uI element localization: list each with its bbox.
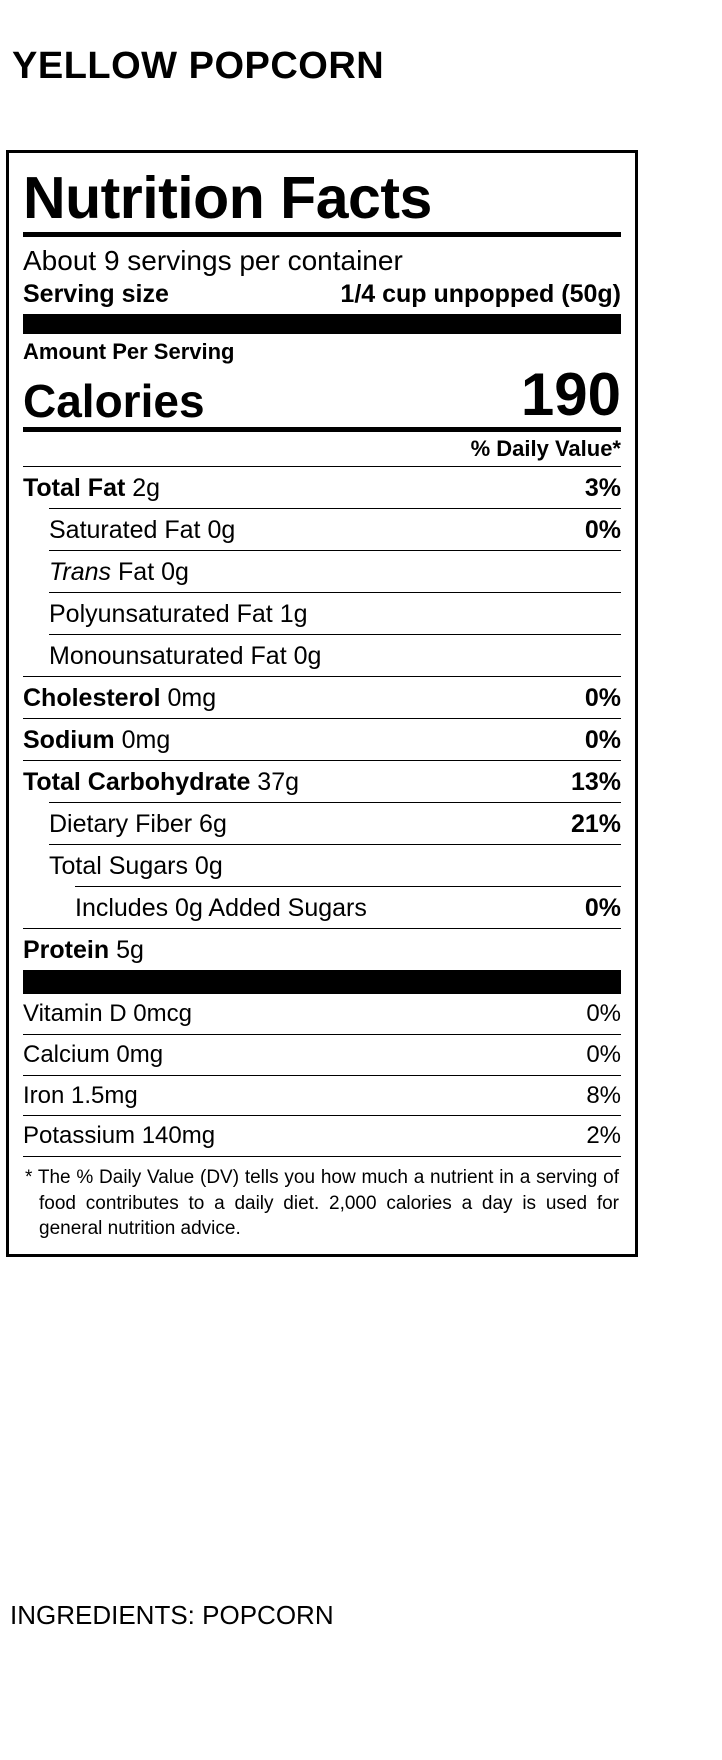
daily-value-footnote bbox=[23, 1156, 621, 1244]
nutrient-row-monounsaturated-fat bbox=[49, 634, 621, 676]
nutrient-name: Monounsaturated Fat 0g bbox=[49, 642, 322, 670]
daily-value-header: % Daily Value* bbox=[470, 436, 621, 461]
vitamin-name: Vitamin D 0mcg bbox=[23, 1000, 192, 1027]
nutrition-facts-panel bbox=[6, 150, 638, 1257]
nutrient-row-polyunsaturated-fat bbox=[49, 592, 621, 634]
divider-thick-vitamins bbox=[23, 970, 621, 994]
vitamin-dv: 0% bbox=[586, 1040, 621, 1068]
nutrient-row-total-fat bbox=[23, 466, 621, 508]
daily-value-footnote-text: * The % Daily Value (DV) tells you how much a nutrient in a serving of food contributes to a daily diet. 2,000 calories a day is used for general nutrition advice. bbox=[25, 1167, 619, 1240]
page-title: YELLOW POPCORN bbox=[12, 45, 385, 87]
nutrient-name: Polyunsaturated Fat 1g bbox=[49, 600, 308, 628]
nutrient-name: Saturated Fat 0g bbox=[49, 516, 236, 544]
serving-size-label: Serving size bbox=[23, 280, 169, 308]
nutrition-facts-heading: Nutrition Facts bbox=[23, 165, 432, 231]
servings-per-container: About 9 servings per container bbox=[23, 245, 403, 276]
nutrient-name: Dietary Fiber 6g bbox=[49, 810, 227, 838]
nutrient-row-saturated-fat bbox=[49, 508, 621, 550]
nutrient-row-cholesterol bbox=[23, 676, 621, 718]
ingredients-statement: INGREDIENTS: POPCORN bbox=[10, 1600, 334, 1630]
nutrient-dv: 13% bbox=[570, 768, 621, 796]
nutrient-dv: 21% bbox=[570, 810, 621, 838]
nutrient-row-protein bbox=[23, 928, 621, 970]
calories-row bbox=[23, 361, 621, 428]
nutrient-name: Protein 5g bbox=[23, 936, 144, 964]
vitamin-dv: 0% bbox=[586, 1000, 621, 1027]
nutrient-dv: 0% bbox=[584, 726, 621, 754]
vitamin-row-potassium bbox=[23, 1115, 621, 1156]
nutrient-dv: 0% bbox=[584, 894, 621, 922]
serving-size-value: 1/4 cup unpopped (50g) bbox=[340, 280, 621, 308]
nutrient-name: Includes 0g Added Sugars bbox=[75, 894, 367, 922]
vitamin-name: Iron 1.5mg bbox=[23, 1081, 138, 1109]
amount-per-serving-label: Amount Per Serving bbox=[23, 339, 235, 364]
nutrient-dv: 0% bbox=[584, 516, 621, 544]
nutrient-name: Total Sugars 0g bbox=[49, 852, 223, 880]
calories-label: Calories bbox=[23, 374, 205, 427]
nutrient-name: Total Carbohydrate 37g bbox=[23, 768, 300, 796]
nutrient-dv: 3% bbox=[584, 474, 621, 502]
vitamin-name: Potassium 140mg bbox=[23, 1122, 216, 1150]
nutrient-row-trans-fat bbox=[49, 550, 621, 592]
divider-thick-top bbox=[23, 314, 621, 334]
vitamin-row-vitamin-d bbox=[23, 994, 621, 1034]
vitamin-dv: 2% bbox=[586, 1122, 621, 1150]
nutrient-row-dietary-fiber bbox=[49, 802, 621, 844]
nutrient-name: Trans Fat 0g bbox=[49, 558, 189, 586]
vitamin-row-iron bbox=[23, 1075, 621, 1116]
nutrient-row-total-sugars bbox=[49, 844, 621, 886]
nutrient-row-total-carbohydrate bbox=[23, 760, 621, 802]
vitamins-section bbox=[23, 994, 621, 1156]
vitamin-dv: 8% bbox=[586, 1081, 621, 1109]
nutrient-name: Total Fat 2g bbox=[23, 474, 161, 502]
vitamin-name: Calcium 0mg bbox=[23, 1040, 164, 1068]
nutrient-name: Sodium 0mg bbox=[23, 726, 171, 754]
nutrient-row-added-sugars bbox=[75, 886, 621, 928]
serving-size-row bbox=[23, 278, 621, 314]
nutrient-row-sodium bbox=[23, 718, 621, 760]
nutrient-dv: 0% bbox=[584, 684, 621, 712]
calories-value: 190 bbox=[520, 361, 621, 428]
vitamin-row-calcium bbox=[23, 1034, 621, 1075]
nutrient-name: Cholesterol 0mg bbox=[23, 684, 217, 712]
